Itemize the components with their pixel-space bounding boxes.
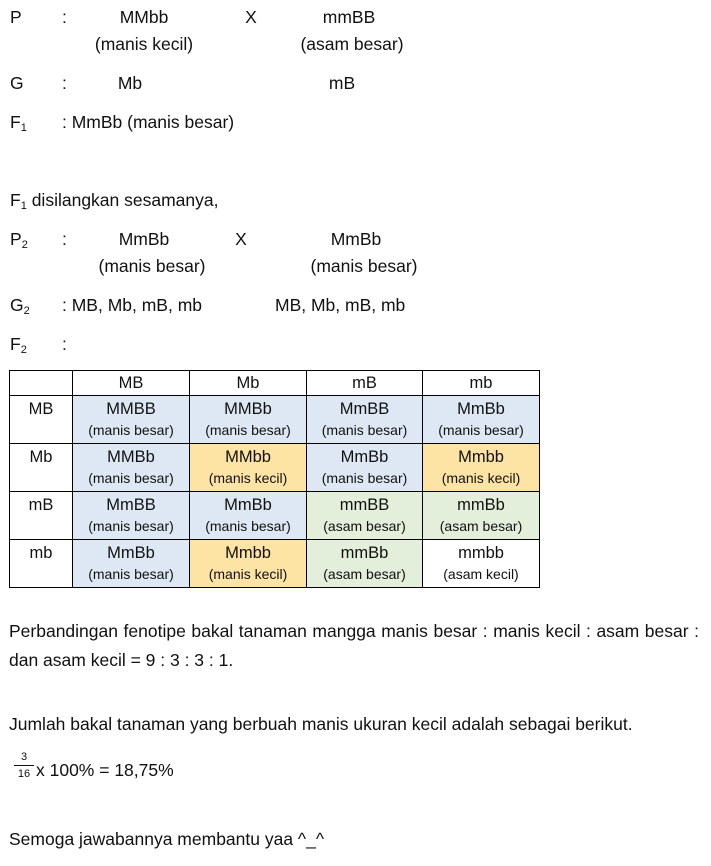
punnett-row	[10, 396, 540, 444]
punnett-cell	[73, 492, 190, 540]
punnett-cell	[423, 540, 540, 588]
percentage-calculation: x 100% = 18,75%	[36, 760, 174, 780]
cell-genotype: Mmbb	[225, 544, 271, 562]
p-colon: :	[62, 7, 67, 27]
cell-phenotype: (manis besar)	[88, 470, 174, 486]
cell-phenotype: (asam besar)	[439, 518, 523, 534]
punnett-row	[10, 444, 540, 492]
cell-phenotype: (manis besar)	[321, 470, 408, 486]
punnett-cell	[307, 492, 423, 540]
punnett-cell	[73, 444, 190, 492]
punnett-cell	[307, 396, 423, 444]
cell-phenotype: (manis besar)	[88, 422, 174, 438]
punnett-cell	[423, 444, 540, 492]
punnett-cell	[307, 540, 423, 588]
cell-genotype: MMBB	[106, 400, 156, 418]
f1-label: $F_1$	[10, 112, 27, 134]
f2-colon: :	[62, 334, 67, 354]
punnett-cell	[423, 396, 540, 444]
p2-parent2-phenotype: (manis besar)	[310, 256, 418, 276]
ratio-paragraph: Perbandingan fenotipe bakal tanaman mangga manis besar : manis kecil : asam besar : dan asam kecil = 9 : 3 : 3 : 1.	[9, 621, 699, 670]
cell-genotype: MmBb	[107, 544, 155, 562]
cell-phenotype: (manis kecil)	[208, 470, 288, 486]
parent2-phenotype: (asam besar)	[300, 34, 404, 54]
cell-phenotype: (manis kecil)	[208, 566, 288, 582]
fraction-denominator: 16	[17, 768, 31, 780]
cell-phenotype: (asam besar)	[323, 566, 406, 582]
cell-genotype: MMbb	[225, 448, 271, 466]
col-header: Mb	[190, 371, 307, 396]
cell-genotype: mmBb	[340, 544, 389, 562]
fraction	[14, 750, 34, 781]
g-colon: :	[62, 73, 67, 93]
cell-phenotype: (asam kecil)	[443, 566, 519, 582]
closing-text: Semoga jawabannya membantu yaa ^_^	[9, 829, 325, 849]
punnett-cell	[190, 396, 307, 444]
cell-genotype: mmbb	[458, 544, 504, 562]
cell-genotype: mmBB	[339, 496, 390, 514]
f1-result: : MmBb (manis besar)	[62, 112, 235, 132]
punnett-header-row	[10, 371, 540, 396]
parent1-phenotype: (manis kecil)	[94, 34, 194, 54]
cell-genotype: MMBb	[107, 448, 155, 466]
cell-genotype: MmBb	[340, 448, 389, 466]
parent2-genotype: mmBB	[322, 7, 376, 27]
cell-genotype: Mmbb	[458, 448, 504, 466]
p-label: P	[10, 7, 22, 27]
punnett-cell	[190, 540, 307, 588]
cell-phenotype: (manis besar)	[205, 518, 291, 534]
cell-genotype: MmBb	[457, 400, 505, 418]
g2-gametes-parent2: MB, Mb, mB, mb	[275, 295, 406, 315]
parent1-genotype: MMbb	[119, 7, 169, 27]
row-header: mB	[10, 492, 73, 540]
cell-phenotype: (asam besar)	[323, 518, 406, 534]
self-cross-line: $F_1$ disilangkan sesamanya,	[10, 190, 219, 212]
cell-phenotype: (manis besar)	[205, 422, 291, 438]
gamete-1: Mb	[117, 73, 143, 93]
cell-genotype: MmBb	[224, 496, 272, 514]
punnett-cell	[73, 396, 190, 444]
p2-parent1-phenotype: (manis besar)	[98, 256, 206, 276]
cell-genotype: MMBb	[224, 400, 272, 418]
punnett-cell	[423, 492, 540, 540]
punnett-corner	[10, 371, 73, 396]
g-label: G	[10, 73, 24, 93]
cell-phenotype: (manis besar)	[438, 422, 524, 438]
fraction-bar	[14, 765, 34, 766]
cell-phenotype: (manis besar)	[321, 422, 408, 438]
count-paragraph: Jumlah bakal tanaman yang berbuah manis ukuran kecil adalah sebagai berikut.	[9, 714, 633, 734]
punnett-row	[10, 540, 540, 588]
col-header: mb	[423, 371, 540, 396]
p2-parent2-genotype: MmBb	[330, 229, 382, 249]
cross-symbol: X	[245, 7, 257, 27]
p2-label: $P_2$	[10, 229, 28, 251]
gamete-2: mB	[328, 73, 356, 93]
row-header: MB	[10, 396, 73, 444]
cell-genotype: MmBB	[339, 400, 390, 418]
cell-phenotype: (manis besar)	[88, 518, 174, 534]
punnett-cell	[73, 540, 190, 588]
f2-label: $F_2$	[10, 334, 27, 356]
punnett-cell	[307, 444, 423, 492]
row-header: Mb	[10, 444, 73, 492]
col-header: MB	[73, 371, 190, 396]
g2-gametes-parent1: : MB, Mb, mB, mb	[62, 295, 203, 315]
cell-genotype: mmBb	[457, 496, 505, 514]
punnett-row	[10, 492, 540, 540]
cell-phenotype: (manis kecil)	[441, 470, 521, 486]
p2-cross-symbol: X	[235, 229, 247, 249]
col-header: mB	[307, 371, 423, 396]
g2-label: $G_2$	[10, 295, 30, 317]
punnett-cell	[190, 444, 307, 492]
fraction-numerator: 3	[20, 751, 28, 763]
p2-parent1-genotype: MmBb	[118, 229, 170, 249]
row-header: mb	[10, 540, 73, 588]
punnett-square	[9, 370, 540, 588]
cell-phenotype: (manis besar)	[88, 566, 174, 582]
punnett-cell	[190, 492, 307, 540]
p2-colon: :	[62, 229, 67, 249]
cell-genotype: MmBB	[106, 496, 156, 514]
